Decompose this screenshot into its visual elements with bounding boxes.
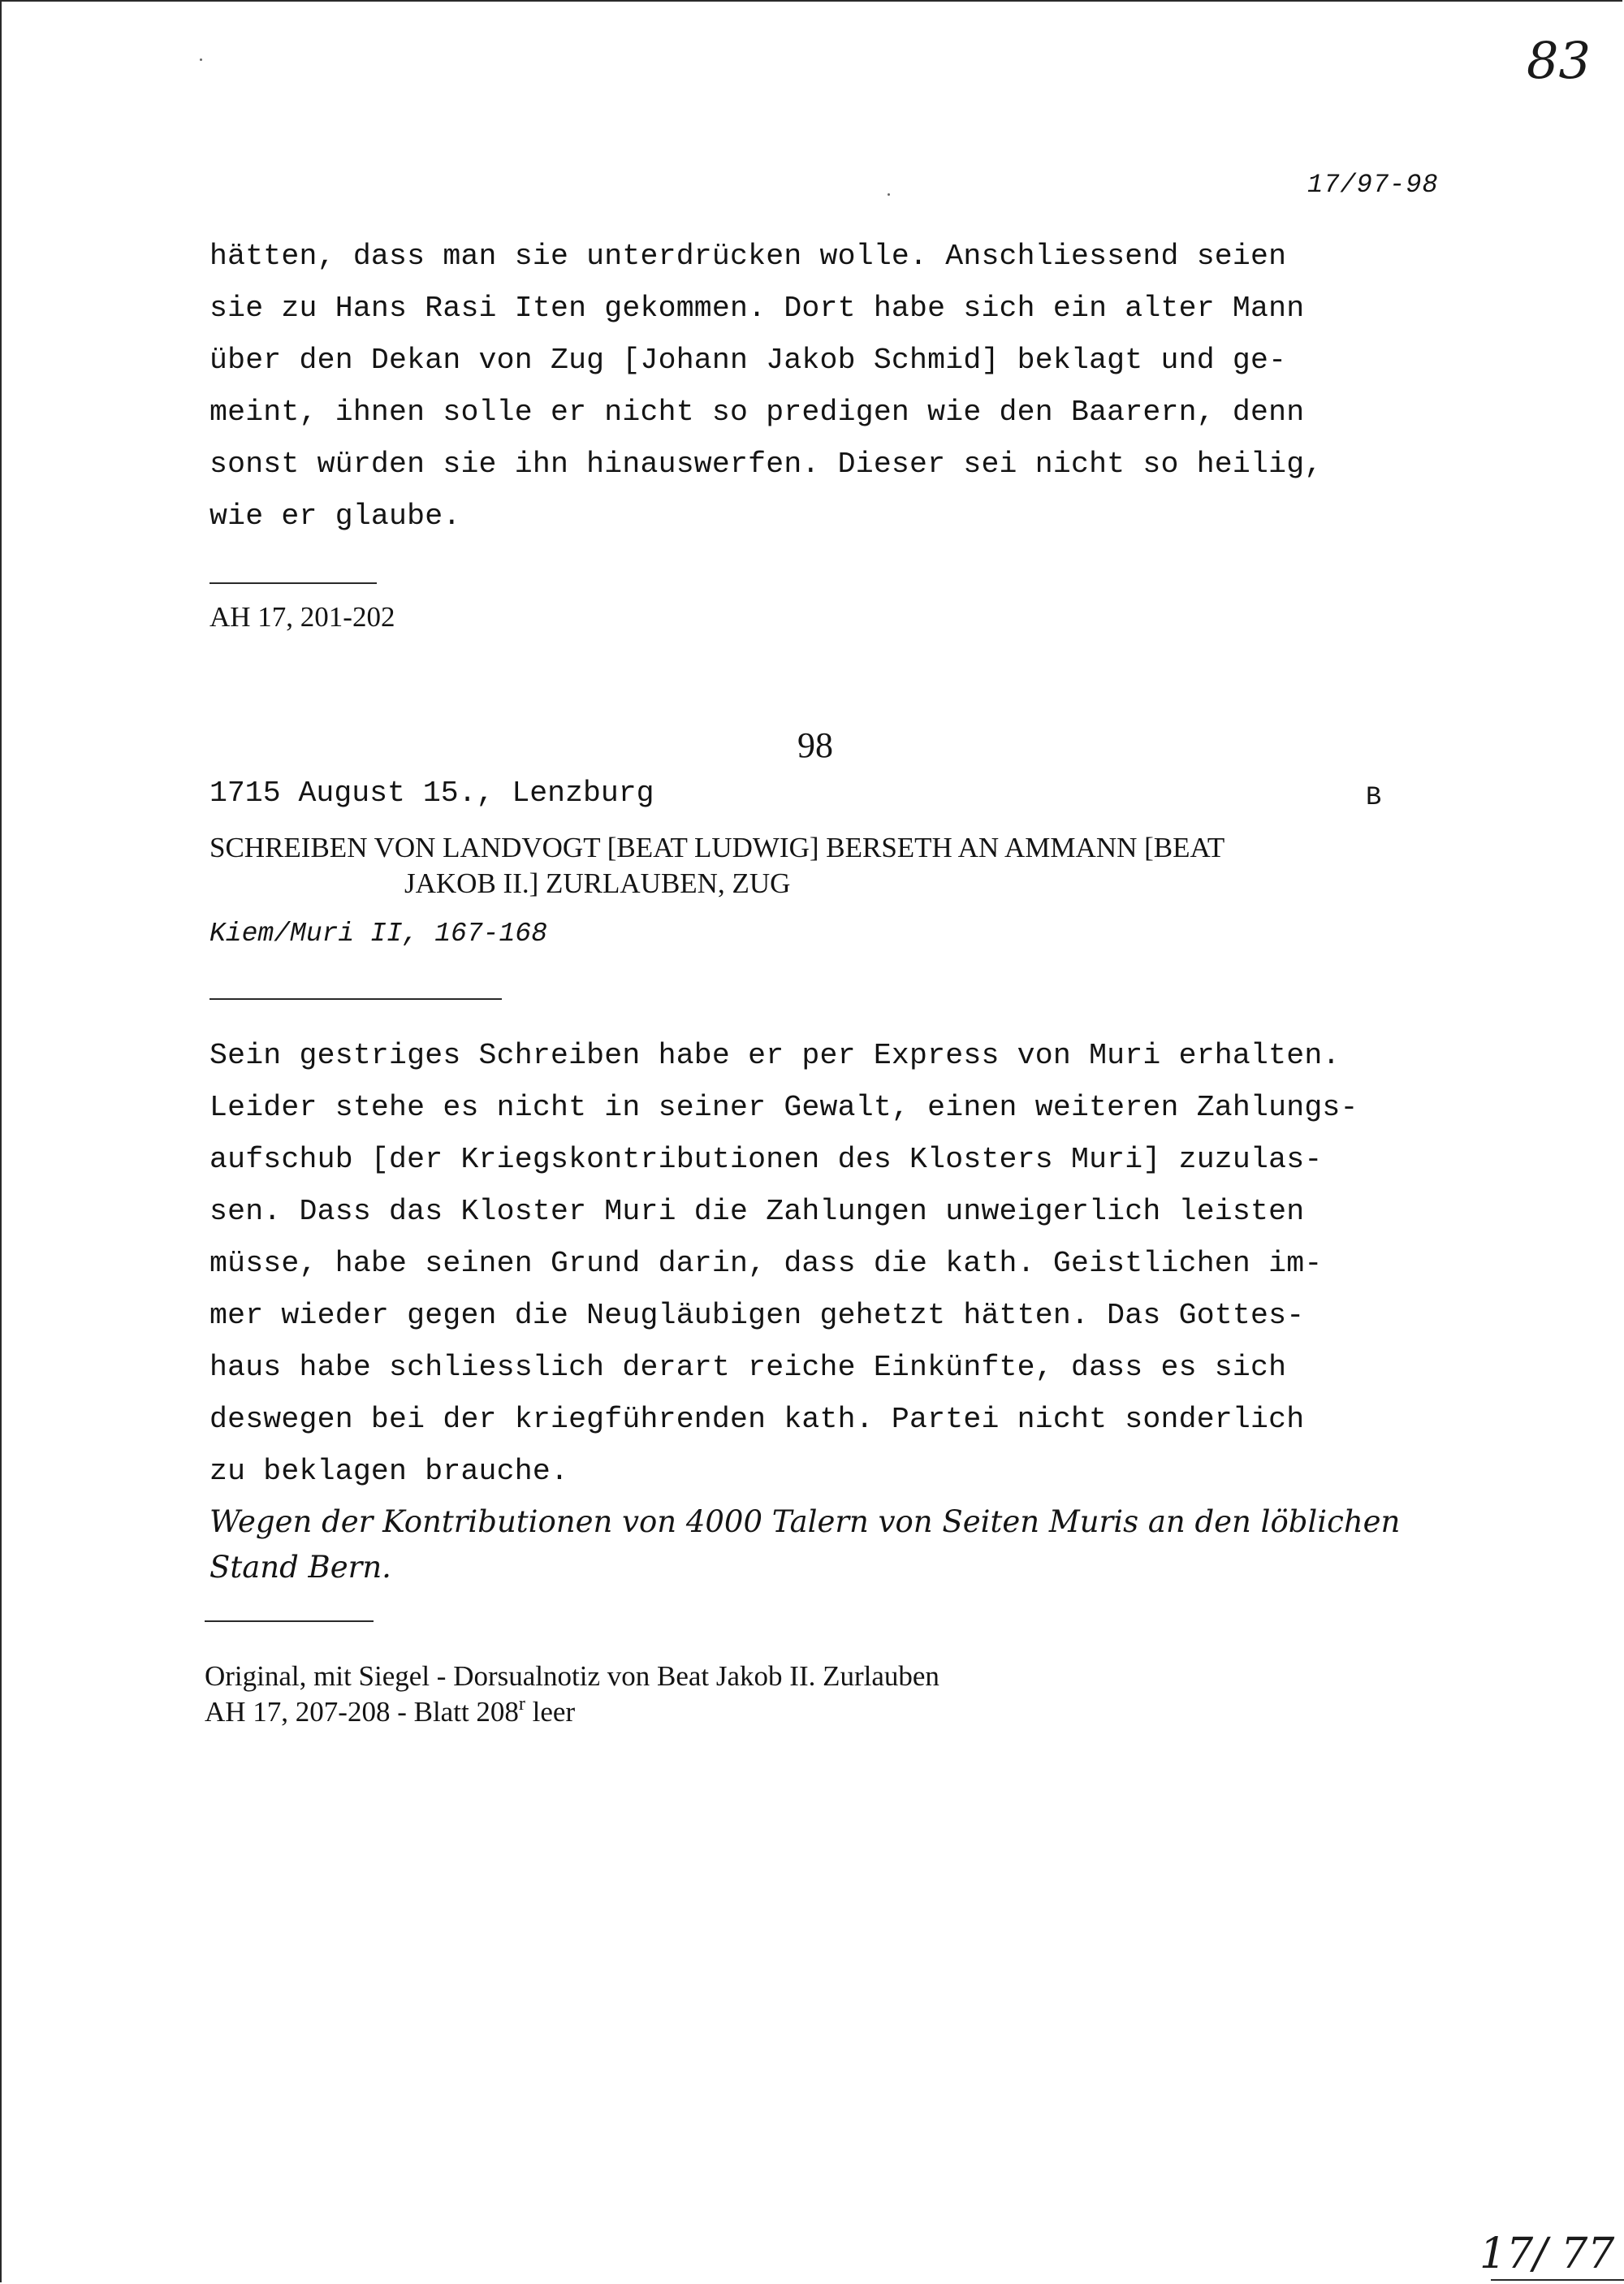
text-line: Sein gestriges Schreiben habe er per Express von Muri erhalten. [209, 1039, 1341, 1072]
scan-speck [888, 193, 890, 196]
summary-divider [209, 998, 502, 1000]
text-line: haus habe schliesslich derart reiche Einkünfte, dass es sich [209, 1351, 1287, 1384]
continuation-paragraph [209, 231, 1476, 543]
source-divider [209, 582, 377, 584]
scan-speck [200, 58, 202, 61]
footer-text: leer [525, 1696, 576, 1728]
text-line: aufschub [der Kriegskontributionen des Klosters Muri] zuzulas- [209, 1143, 1323, 1176]
text-line: müsse, habe seinen Grund darin, dass die kath. Geistlichen im- [209, 1247, 1323, 1280]
text-line: Leider stehe es nicht in seiner Gewalt, einen weiteren Zahlungs- [209, 1091, 1358, 1124]
entry-title-line: SCHREIBEN VON LANDVOGT [BEAT LUDWIG] BERSETH AN AMMANN [BEAT [209, 832, 1225, 863]
entry-number: 98 [797, 725, 833, 765]
footer-text: AH 17, 207-208 - Blatt 208 [205, 1696, 519, 1728]
text-line: zu beklagen brauche. [209, 1455, 569, 1488]
note-line: Stand Bern. [209, 1550, 391, 1585]
footer-divider [205, 1620, 374, 1622]
text-line: sonst würden sie ihn hinauswerfen. Dieser sei nicht so heilig, [209, 448, 1323, 481]
entry-title-line: JAKOB II.] ZURLAUBEN, ZUG [404, 867, 791, 899]
entry-kind: B [1366, 782, 1382, 812]
dorsal-note [209, 1499, 1476, 1590]
text-line: wie er glaube. [209, 500, 461, 533]
text-line: hätten, dass man sie unterdrücken wolle. Anschliessend seien [209, 240, 1287, 273]
entry-dateline: 1715 August 15., Lenzburg [209, 776, 654, 810]
text-line: sen. Dass das Kloster Muri die Zahlungen unweigerlich leisten [209, 1195, 1305, 1228]
text-line: sie zu Hans Rasi Iten gekommen. Dort habe sich ein alter Mann [209, 292, 1305, 325]
footer-line: Original, mit Siegel - Dorsualnotiz von Beat Jakob II. Zurlauben [205, 1660, 939, 1692]
reference-code: 17/97-98 [1307, 170, 1439, 200]
text-line: mer wieder gegen die Neugläubigen gehetzt hätten. Das Gottes- [209, 1299, 1305, 1332]
text-line: über den Dekan von Zug [Johann Jakob Schmid] beklagt und ge- [209, 344, 1287, 377]
entry-citation: Kiem/Muri II, 167-168 [209, 919, 547, 949]
page-number: 83 [1527, 31, 1591, 90]
text-line: deswegen bei der kriegführenden kath. Partei nicht sonderlich [209, 1403, 1305, 1436]
corner-line [1491, 2279, 1624, 2281]
source-reference: AH 17, 201-202 [209, 601, 395, 633]
footer-line [205, 1695, 575, 1729]
archive-mark: 17/ 77 [1479, 2230, 1615, 2278]
note-line: Wegen der Kontributionen von 4000 Talern von Seiten Muris an den löblichen [209, 1504, 1401, 1539]
superscript: r [518, 1694, 525, 1715]
summary-paragraph [209, 1030, 1476, 1498]
text-line: meint, ihnen solle er nicht so predigen wie den Baarern, denn [209, 396, 1305, 429]
